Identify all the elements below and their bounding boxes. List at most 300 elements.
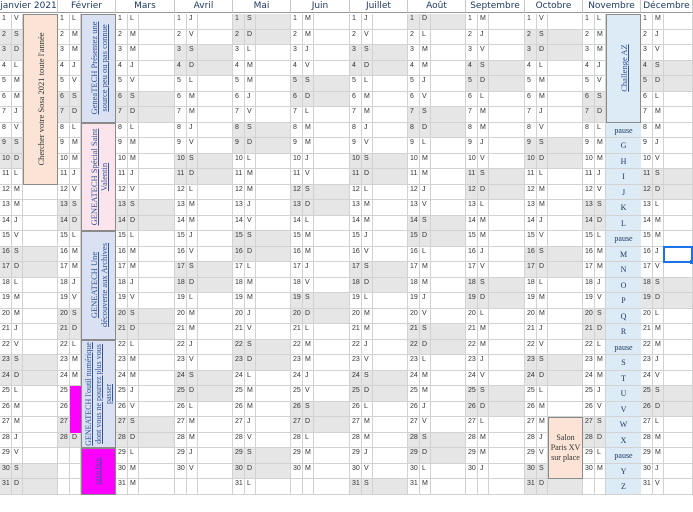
day-number[interactable]: 12	[116, 185, 128, 201]
day-weekday[interactable]: M	[245, 169, 256, 185]
day-weekday[interactable]: J	[128, 169, 139, 185]
day-weekday[interactable]: J	[478, 30, 489, 46]
day-event-cell[interactable]	[373, 231, 408, 247]
day-weekday[interactable]: S	[245, 231, 256, 247]
day-number[interactable]: 8	[233, 123, 245, 139]
day-number[interactable]: 7	[291, 107, 303, 123]
day-number[interactable]: 29	[641, 448, 653, 464]
day-weekday[interactable]: L	[70, 231, 81, 247]
day-number[interactable]: 28	[350, 433, 362, 449]
day-number[interactable]: 21	[0, 324, 12, 340]
day-weekday[interactable]: M	[362, 92, 373, 108]
day-number[interactable]: 27	[641, 417, 653, 433]
day-event-cell[interactable]	[23, 448, 58, 464]
day-number[interactable]: 19	[525, 293, 537, 309]
day-weekday[interactable]: D	[537, 262, 548, 278]
day-number[interactable]: 13	[641, 200, 653, 216]
day-number[interactable]: 8	[466, 123, 478, 139]
day-event-cell[interactable]	[489, 340, 525, 356]
day-event-cell[interactable]	[373, 340, 408, 356]
day-weekday[interactable]: V	[187, 30, 198, 46]
day-event-cell[interactable]	[548, 340, 583, 356]
day-number[interactable]: 27	[175, 417, 187, 433]
day-event-cell[interactable]	[431, 123, 466, 139]
day-event-cell[interactable]	[139, 154, 175, 170]
day-number[interactable]: 6	[175, 92, 187, 108]
day-number[interactable]: 19	[233, 293, 245, 309]
day-weekday[interactable]: S	[537, 355, 548, 371]
day-weekday[interactable]: J	[420, 402, 431, 418]
day-weekday[interactable]: J	[362, 448, 373, 464]
day-number[interactable]	[466, 479, 478, 495]
day-weekday[interactable]	[70, 479, 81, 495]
day-weekday[interactable]: M	[12, 92, 23, 108]
day-weekday[interactable]: L	[128, 14, 139, 30]
day-number[interactable]: 17	[525, 262, 537, 278]
day-number[interactable]: 4	[116, 61, 128, 77]
day-weekday[interactable]: D	[420, 448, 431, 464]
day-event-cell[interactable]	[489, 200, 525, 216]
day-number[interactable]: 16	[466, 247, 478, 263]
day-number[interactable]: 2	[116, 30, 128, 46]
day-number[interactable]: 7	[175, 107, 187, 123]
day-event-cell[interactable]	[23, 417, 58, 433]
day-number[interactable]: 12	[350, 185, 362, 201]
day-event-cell[interactable]	[314, 417, 350, 433]
day-weekday[interactable]: M	[128, 371, 139, 387]
day-weekday[interactable]: J	[595, 169, 606, 185]
day-event-cell[interactable]	[664, 402, 693, 418]
day-number[interactable]: 24	[466, 371, 478, 387]
day-number[interactable]: 29	[0, 448, 12, 464]
day-number[interactable]: 11	[583, 169, 595, 185]
day-event-cell[interactable]	[664, 92, 693, 108]
day-number[interactable]: 1	[583, 14, 595, 30]
day-number[interactable]: 5	[466, 76, 478, 92]
day-number[interactable]: 5	[233, 76, 245, 92]
day-number[interactable]: 16	[583, 247, 595, 263]
day-number[interactable]: 29	[408, 448, 420, 464]
day-weekday[interactable]: V	[595, 76, 606, 92]
day-event-cell[interactable]	[489, 386, 525, 402]
day-number[interactable]: 1	[408, 14, 420, 30]
day-event-cell[interactable]	[256, 402, 291, 418]
day-number[interactable]: 18	[233, 278, 245, 294]
day-weekday[interactable]: M	[303, 247, 314, 263]
day-number[interactable]: 14	[408, 216, 420, 232]
day-event-cell[interactable]	[139, 45, 175, 61]
day-event-cell[interactable]	[373, 309, 408, 325]
nov-challenge-letter[interactable]: Y	[606, 464, 641, 480]
day-weekday[interactable]: V	[537, 123, 548, 139]
day-number[interactable]: 2	[408, 30, 420, 46]
nov-challenge-letter[interactable]: pause	[606, 231, 641, 247]
day-weekday[interactable]: M	[245, 293, 256, 309]
day-weekday[interactable]: M	[595, 247, 606, 263]
day-event-cell[interactable]	[664, 386, 693, 402]
day-weekday[interactable]: M	[70, 45, 81, 61]
day-weekday[interactable]: M	[653, 448, 664, 464]
day-weekday[interactable]: V	[70, 76, 81, 92]
day-number[interactable]: 20	[116, 309, 128, 325]
day-event-cell[interactable]	[431, 231, 466, 247]
day-weekday[interactable]: J	[70, 169, 81, 185]
day-weekday[interactable]: S	[128, 200, 139, 216]
day-number[interactable]: 30	[350, 464, 362, 480]
day-number[interactable]: 29	[350, 448, 362, 464]
day-weekday[interactable]: J	[245, 92, 256, 108]
day-event-cell[interactable]	[256, 92, 291, 108]
day-event-cell[interactable]	[664, 185, 693, 201]
day-weekday[interactable]: M	[537, 309, 548, 325]
day-weekday[interactable]: D	[245, 355, 256, 371]
day-weekday[interactable]: S	[245, 14, 256, 30]
day-number[interactable]	[175, 479, 187, 495]
day-event-cell[interactable]	[198, 247, 233, 263]
day-number[interactable]: 17	[116, 262, 128, 278]
day-weekday[interactable]: M	[595, 371, 606, 387]
day-number[interactable]: 16	[175, 247, 187, 263]
day-weekday[interactable]: M	[478, 216, 489, 232]
day-number[interactable]: 13	[525, 200, 537, 216]
day-number[interactable]: 26	[350, 402, 362, 418]
day-number[interactable]: 18	[583, 278, 595, 294]
day-number[interactable]: 12	[58, 185, 70, 201]
day-event-cell[interactable]	[373, 355, 408, 371]
day-number[interactable]: 4	[58, 61, 70, 77]
day-event-cell[interactable]	[431, 309, 466, 325]
day-number[interactable]: 4	[350, 61, 362, 77]
day-number[interactable]: 22	[350, 340, 362, 356]
day-event-cell[interactable]	[548, 293, 583, 309]
day-number[interactable]: 9	[641, 138, 653, 154]
day-weekday[interactable]: D	[12, 45, 23, 61]
day-event-cell[interactable]	[314, 231, 350, 247]
day-weekday[interactable]: D	[245, 247, 256, 263]
day-number[interactable]: 25	[291, 386, 303, 402]
day-event-cell[interactable]	[548, 309, 583, 325]
day-event-cell[interactable]	[431, 92, 466, 108]
day-number[interactable]: 22	[583, 340, 595, 356]
day-event-cell[interactable]	[373, 479, 408, 495]
day-weekday[interactable]: S	[70, 309, 81, 325]
day-weekday[interactable]: D	[478, 185, 489, 201]
day-number[interactable]	[583, 479, 595, 495]
day-number[interactable]: 26	[525, 402, 537, 418]
day-weekday[interactable]: M	[537, 417, 548, 433]
day-weekday[interactable]: S	[187, 371, 198, 387]
day-weekday[interactable]: M	[653, 340, 664, 356]
day-event-cell[interactable]	[256, 479, 291, 495]
day-event-cell[interactable]	[256, 30, 291, 46]
day-event-cell[interactable]	[664, 293, 693, 309]
nov-challenge-letter[interactable]: N	[606, 262, 641, 278]
day-number[interactable]: 2	[641, 30, 653, 46]
day-event-cell[interactable]	[314, 216, 350, 232]
day-event-cell[interactable]	[256, 371, 291, 387]
day-weekday[interactable]: M	[537, 402, 548, 418]
day-weekday[interactable]: M	[420, 386, 431, 402]
day-event-cell[interactable]	[314, 200, 350, 216]
day-weekday[interactable]: M	[303, 123, 314, 139]
day-event-cell[interactable]	[256, 61, 291, 77]
day-event-cell[interactable]	[314, 479, 350, 495]
day-weekday[interactable]: V	[653, 371, 664, 387]
day-weekday[interactable]: M	[12, 76, 23, 92]
day-weekday[interactable]: V	[70, 185, 81, 201]
day-event-cell[interactable]	[139, 231, 175, 247]
day-weekday[interactable]: D	[478, 293, 489, 309]
day-number[interactable]: 11	[0, 169, 12, 185]
day-number[interactable]: 1	[0, 14, 12, 30]
selected-cell[interactable]	[663, 246, 693, 264]
day-event-cell[interactable]	[139, 216, 175, 232]
day-weekday[interactable]: S	[420, 107, 431, 123]
day-event-cell[interactable]	[431, 138, 466, 154]
day-weekday[interactable]: M	[478, 324, 489, 340]
day-weekday[interactable]: L	[303, 433, 314, 449]
day-event-cell[interactable]	[373, 92, 408, 108]
day-number[interactable]: 21	[641, 324, 653, 340]
day-number[interactable]: 19	[58, 293, 70, 309]
day-number[interactable]: 13	[233, 200, 245, 216]
day-number[interactable]	[58, 479, 70, 495]
day-event-cell[interactable]	[139, 262, 175, 278]
day-number[interactable]: 24	[175, 371, 187, 387]
day-weekday[interactable]: S	[187, 45, 198, 61]
day-event-cell[interactable]	[664, 200, 693, 216]
day-number[interactable]: 11	[525, 169, 537, 185]
day-weekday[interactable]: V	[128, 185, 139, 201]
day-event-cell[interactable]	[314, 30, 350, 46]
day-event-cell[interactable]	[198, 200, 233, 216]
day-number[interactable]: 13	[466, 200, 478, 216]
day-weekday[interactable]: D	[128, 216, 139, 232]
day-weekday[interactable]: V	[362, 138, 373, 154]
day-event-cell[interactable]	[664, 433, 693, 449]
day-weekday[interactable]: L	[653, 92, 664, 108]
day-number[interactable]: 17	[466, 262, 478, 278]
day-number[interactable]: 14	[58, 216, 70, 232]
day-weekday[interactable]: V	[420, 417, 431, 433]
day-number[interactable]: 23	[466, 355, 478, 371]
day-weekday[interactable]: M	[245, 402, 256, 418]
day-number[interactable]: 10	[466, 154, 478, 170]
day-number[interactable]: 16	[58, 247, 70, 263]
day-weekday[interactable]: M	[537, 200, 548, 216]
day-event-cell[interactable]	[139, 402, 175, 418]
day-number[interactable]: 31	[350, 479, 362, 495]
day-event-cell[interactable]	[489, 433, 525, 449]
day-weekday[interactable]: M	[70, 30, 81, 46]
day-weekday[interactable]: S	[245, 340, 256, 356]
day-number[interactable]: 16	[0, 247, 12, 263]
day-event-cell[interactable]	[431, 278, 466, 294]
day-event-cell[interactable]	[256, 433, 291, 449]
day-event-cell[interactable]	[256, 247, 291, 263]
day-weekday[interactable]: M	[478, 14, 489, 30]
day-weekday[interactable]: J	[537, 433, 548, 449]
day-event-cell[interactable]	[664, 340, 693, 356]
day-event-cell[interactable]	[256, 45, 291, 61]
day-number[interactable]: 17	[291, 262, 303, 278]
day-number[interactable]: 30	[291, 464, 303, 480]
day-event-cell[interactable]	[489, 448, 525, 464]
day-weekday[interactable]: M	[362, 309, 373, 325]
day-weekday[interactable]: J	[12, 107, 23, 123]
day-weekday[interactable]: L	[595, 123, 606, 139]
day-weekday[interactable]: M	[187, 200, 198, 216]
day-event-cell[interactable]	[256, 417, 291, 433]
day-number[interactable]: 2	[466, 30, 478, 46]
day-event-cell[interactable]	[314, 123, 350, 139]
day-number[interactable]: 10	[175, 154, 187, 170]
day-event-cell[interactable]	[548, 45, 583, 61]
day-number[interactable]: 10	[350, 154, 362, 170]
day-event-cell[interactable]	[198, 340, 233, 356]
day-number[interactable]: 26	[58, 402, 70, 418]
day-event-cell[interactable]	[23, 185, 58, 201]
day-number[interactable]: 8	[408, 123, 420, 139]
day-number[interactable]: 5	[408, 76, 420, 92]
day-weekday[interactable]: S	[653, 386, 664, 402]
day-number[interactable]: 2	[58, 30, 70, 46]
day-event-cell[interactable]	[548, 216, 583, 232]
day-event-cell[interactable]	[314, 448, 350, 464]
day-number[interactable]: 13	[175, 200, 187, 216]
day-weekday[interactable]: L	[128, 231, 139, 247]
day-weekday[interactable]: V	[245, 433, 256, 449]
day-weekday[interactable]: L	[12, 61, 23, 77]
day-number[interactable]: 6	[408, 92, 420, 108]
day-event-cell[interactable]	[314, 324, 350, 340]
day-weekday[interactable]: M	[245, 76, 256, 92]
day-weekday[interactable]: V	[12, 340, 23, 356]
day-event-cell[interactable]	[198, 324, 233, 340]
day-event-cell[interactable]	[139, 371, 175, 387]
day-event-cell[interactable]	[314, 340, 350, 356]
day-event-cell[interactable]	[314, 309, 350, 325]
day-event-cell[interactable]	[23, 479, 58, 495]
day-number[interactable]: 22	[0, 340, 12, 356]
day-number[interactable]: 24	[408, 371, 420, 387]
day-number[interactable]: 3	[408, 45, 420, 61]
day-number[interactable]: 9	[408, 138, 420, 154]
day-weekday[interactable]: D	[12, 479, 23, 495]
day-event-cell[interactable]	[256, 154, 291, 170]
day-weekday[interactable]: M	[128, 479, 139, 495]
day-number[interactable]: 15	[408, 231, 420, 247]
day-number[interactable]: 12	[291, 185, 303, 201]
nov-challenge-letter[interactable]: pause	[606, 340, 641, 356]
day-weekday[interactable]: J	[653, 247, 664, 263]
day-number[interactable]: 28	[233, 433, 245, 449]
day-event-cell[interactable]	[23, 340, 58, 356]
day-event-cell[interactable]	[23, 402, 58, 418]
day-weekday[interactable]: D	[70, 216, 81, 232]
day-number[interactable]: 29	[233, 448, 245, 464]
day-number[interactable]: 21	[116, 324, 128, 340]
day-event-cell[interactable]	[314, 169, 350, 185]
day-number[interactable]: 31	[641, 479, 653, 495]
day-number[interactable]: 28	[525, 433, 537, 449]
day-number[interactable]: 17	[0, 262, 12, 278]
day-weekday[interactable]: D	[128, 433, 139, 449]
day-event-cell[interactable]	[431, 355, 466, 371]
day-event-cell[interactable]	[139, 185, 175, 201]
day-weekday[interactable]: D	[537, 479, 548, 495]
day-number[interactable]: 19	[408, 293, 420, 309]
day-number[interactable]: 8	[583, 123, 595, 139]
day-event-cell[interactable]	[314, 293, 350, 309]
day-weekday[interactable]: V	[420, 309, 431, 325]
day-weekday[interactable]: L	[12, 169, 23, 185]
day-number[interactable]: 23	[350, 355, 362, 371]
day-event-cell[interactable]	[431, 200, 466, 216]
day-number[interactable]: 11	[408, 169, 420, 185]
day-weekday[interactable]: S	[12, 138, 23, 154]
day-weekday[interactable]: M	[303, 231, 314, 247]
day-weekday[interactable]: M	[478, 433, 489, 449]
day-event-cell[interactable]	[489, 479, 525, 495]
day-weekday[interactable]: J	[245, 200, 256, 216]
day-number[interactable]: 29	[525, 448, 537, 464]
day-number[interactable]: 14	[525, 216, 537, 232]
day-event-cell[interactable]	[198, 61, 233, 77]
day-weekday[interactable]: S	[245, 448, 256, 464]
day-weekday[interactable]: J	[362, 14, 373, 30]
day-number[interactable]: 24	[58, 371, 70, 387]
day-weekday[interactable]: M	[303, 30, 314, 46]
day-event-cell[interactable]	[548, 371, 583, 387]
day-weekday[interactable]: M	[595, 355, 606, 371]
day-event-cell[interactable]	[373, 324, 408, 340]
day-weekday[interactable]: S	[187, 154, 198, 170]
day-event-cell[interactable]	[548, 14, 583, 30]
day-event-cell[interactable]	[373, 247, 408, 263]
day-number[interactable]: 8	[525, 123, 537, 139]
day-event-cell[interactable]	[256, 107, 291, 123]
day-weekday[interactable]: S	[362, 154, 373, 170]
day-weekday[interactable]: L	[478, 417, 489, 433]
day-weekday[interactable]: L	[187, 293, 198, 309]
day-weekday[interactable]: M	[128, 154, 139, 170]
day-weekday[interactable]: M	[537, 76, 548, 92]
day-event-cell[interactable]	[431, 402, 466, 418]
day-number[interactable]: 30	[583, 464, 595, 480]
day-event-cell[interactable]	[548, 479, 583, 495]
day-event-cell[interactable]	[256, 355, 291, 371]
day-number[interactable]: 27	[350, 417, 362, 433]
day-event-cell[interactable]	[489, 45, 525, 61]
day-number[interactable]: 27	[408, 417, 420, 433]
day-number[interactable]: 18	[350, 278, 362, 294]
day-weekday[interactable]: V	[595, 402, 606, 418]
day-event-cell[interactable]	[198, 464, 233, 480]
day-weekday[interactable]: J	[653, 355, 664, 371]
month-header-4[interactable]: Mai	[233, 0, 291, 13]
month-header-6[interactable]: Juillet	[350, 0, 408, 13]
day-event-cell[interactable]	[664, 324, 693, 340]
day-number[interactable]: 7	[525, 107, 537, 123]
day-weekday[interactable]: L	[303, 216, 314, 232]
day-number[interactable]: 13	[116, 200, 128, 216]
day-event-cell[interactable]	[373, 216, 408, 232]
day-event-cell[interactable]	[373, 402, 408, 418]
day-event-cell[interactable]	[431, 417, 466, 433]
day-number[interactable]: 16	[641, 247, 653, 263]
day-weekday[interactable]: S	[12, 247, 23, 263]
